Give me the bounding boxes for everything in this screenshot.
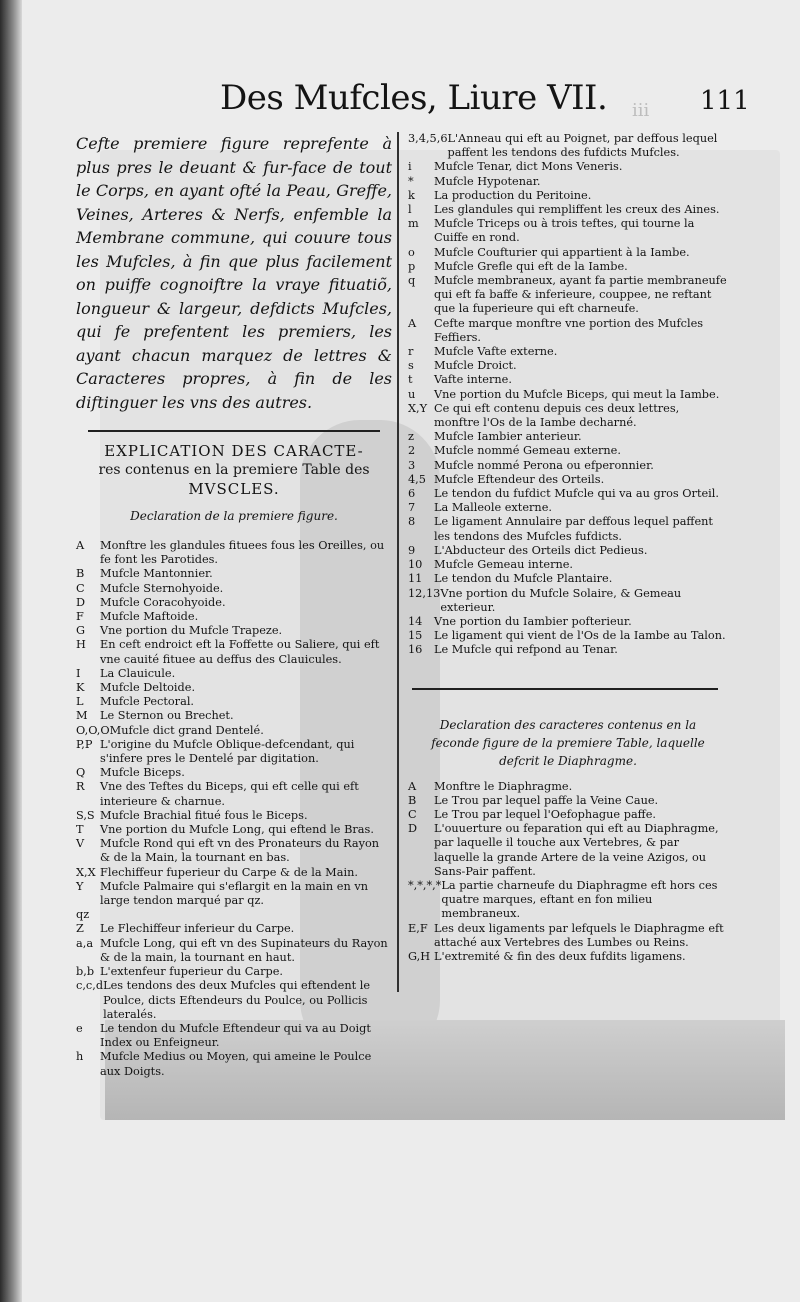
legend-entry bbox=[408, 317, 728, 345]
legend-entry bbox=[408, 345, 728, 359]
legend-label: 15 bbox=[408, 629, 423, 643]
legend-entry bbox=[76, 624, 392, 638]
legend-text: Vne portion du Mufcle Trapeze. bbox=[100, 624, 283, 638]
legend-text: Mufcle Medius ou Moyen, qui ameine le Poulce aux Doigts. bbox=[100, 1050, 372, 1078]
legend-entry bbox=[76, 1050, 392, 1078]
legend-list-left bbox=[76, 539, 392, 1079]
legend-entry bbox=[408, 780, 728, 794]
legend-text: Le Trou par lequel paffe la Veine Caue. bbox=[434, 793, 659, 807]
legend-label: u bbox=[408, 387, 416, 401]
legend-text: La production du Peritoine. bbox=[434, 188, 592, 202]
legend-label: p bbox=[408, 259, 416, 273]
legend-entry bbox=[76, 582, 392, 596]
legend-entry bbox=[76, 809, 392, 823]
legend-entry bbox=[76, 638, 392, 666]
legend-label: 2 bbox=[408, 444, 416, 458]
legend-entry bbox=[408, 217, 728, 245]
legend-entry bbox=[408, 274, 728, 317]
legend-text: Mufcle Maftoide. bbox=[100, 610, 199, 624]
legend-text: Mufcle membraneux, ayant fa partie membraneufe qui eft fa baffe & inferieure, couppee, ne reftant que la fuperieure qui eft charneufe. bbox=[434, 274, 727, 316]
legend-text: L'ouuerture ou feparation qui eft au Diaphragme, par laquelle il touche aux Vertebres, & par laquelle la grande Artere de la veine Azigos, ou Sans-Pair paffent. bbox=[434, 822, 719, 878]
legend-entry bbox=[76, 738, 392, 766]
legend-text: Les tendons des deux Mufcles qui eftendent le Poulce, dicts Eftendeurs du Poulce, ou Pollicis lateralés. bbox=[103, 979, 371, 1021]
legend-entry bbox=[76, 866, 392, 880]
legend-entry bbox=[76, 965, 392, 979]
legend-label: B bbox=[76, 567, 85, 581]
legend-entry bbox=[76, 766, 392, 780]
legend-entry bbox=[76, 681, 392, 695]
legend-text: Mufcle Tenar, dict Mons Veneris. bbox=[434, 160, 623, 174]
legend-label: F bbox=[76, 610, 84, 624]
legend-label: A bbox=[408, 316, 417, 330]
legend-text: Le Trou par lequel l'Oefophague paffe. bbox=[434, 807, 656, 821]
legend-text: Le Sternon ou Brechet. bbox=[100, 709, 234, 723]
legend-text: L'extenfeur fuperieur du Carpe. bbox=[100, 965, 284, 979]
legend-label: X,Y bbox=[408, 401, 428, 415]
legend-entry bbox=[408, 459, 728, 473]
legend-text: Mufcle Triceps ou à trois teftes, qui tourne la Cuiffe en rond. bbox=[434, 217, 695, 245]
legend-label: K bbox=[76, 681, 85, 695]
column-divider bbox=[397, 132, 399, 992]
legend-text: Mufcle Coufturier qui appartient à la Iambe. bbox=[434, 245, 690, 259]
legend-text: Mufcle Palmaire qui s'eflargit en la main en vn large tendon marqué par qz. bbox=[100, 879, 368, 908]
legend-label: 8 bbox=[408, 515, 416, 529]
legend-entry bbox=[408, 132, 728, 160]
legend-label: M bbox=[76, 709, 88, 723]
legend-entry bbox=[408, 615, 728, 629]
legend-text: L'Abducteur des Orteils dict Pedieus. bbox=[434, 543, 648, 557]
section-rule bbox=[88, 430, 380, 432]
legend-entry bbox=[408, 822, 728, 879]
legend-entry bbox=[408, 444, 728, 458]
legend-text: Les deux ligaments par lefquels le Diaphragme eft attaché aux Vertebres des Lumbes ou Reins. bbox=[434, 921, 724, 949]
legend-label: P,P bbox=[76, 737, 93, 751]
legend-text: Mufcle Grefle qui eft de la Iambe. bbox=[434, 259, 628, 273]
legend-text: L'Anneau qui eft au Poignet, par deffous lequel paffent les tendons des fufdicts Mufcles. bbox=[447, 132, 718, 160]
legend-label: V bbox=[76, 837, 85, 851]
legend-label: E,F bbox=[408, 921, 428, 935]
legend-text: La partie charneufe du Diaphragme eft hors ces quatre marques, eftant en fon milieu membraneux. bbox=[441, 878, 718, 921]
legend-entry bbox=[408, 359, 728, 373]
legend-text: Vafte interne. bbox=[434, 373, 512, 387]
legend-label: G bbox=[76, 624, 86, 638]
legend-text: Mufcle Eftendeur des Orteils. bbox=[434, 472, 605, 486]
heading-line-1: EXPLICATION DES CARACTE- bbox=[104, 442, 364, 460]
legend-text: L'origine du Mufcle Oblique-defcendant, qui s'infere pres le Dentelé par digitation. bbox=[100, 737, 355, 766]
running-title: Des Mufcles, Liure VII. bbox=[220, 78, 608, 118]
legend-text: Les glandules qui rempliffent les creux des Aines. bbox=[434, 203, 720, 217]
legend-text: En ceft endroict eft la Foffette ou Saliere, qui eft vne cauité fituee au deffus des Clauicules. bbox=[100, 638, 380, 666]
legend-label: 9 bbox=[408, 543, 416, 557]
legend-label: Q bbox=[76, 766, 86, 780]
legend-entry bbox=[408, 808, 728, 822]
legend-label: 14 bbox=[408, 614, 423, 628]
legend-label: t bbox=[408, 373, 413, 387]
legend-text: Vne des Teftes du Biceps, qui eft celle qui eft interieure & charnue. bbox=[100, 780, 359, 808]
legend-label: 7 bbox=[408, 501, 416, 515]
legend-entry bbox=[76, 979, 392, 1022]
legend-list-diaphragm bbox=[408, 780, 728, 965]
legend-label: e bbox=[76, 1021, 83, 1035]
legend-label: H bbox=[76, 638, 86, 652]
legend-text: La Clauicule. bbox=[100, 666, 176, 680]
legend-label: 12,13 bbox=[408, 586, 441, 600]
legend-text: Mufcle Sternohyoide. bbox=[100, 581, 224, 595]
heading-line-2: res contenus en la premiere Table des bbox=[98, 462, 370, 478]
legend-entry bbox=[76, 596, 392, 610]
legend-label: s bbox=[408, 359, 414, 373]
page-gutter-shadow bbox=[0, 0, 22, 1302]
legend-entry bbox=[76, 780, 392, 808]
legend-label: b,b bbox=[76, 965, 95, 979]
legend-label: C bbox=[76, 581, 85, 595]
legend-entry bbox=[408, 544, 728, 558]
legend-text: Monftre le Diaphragme. bbox=[434, 779, 573, 793]
legend-label: m bbox=[408, 217, 419, 231]
legend-label: 3 bbox=[408, 458, 416, 472]
legend-label: h bbox=[76, 1050, 84, 1064]
legend-text: Mufcle Mantonnier. bbox=[100, 567, 213, 581]
legend-entry bbox=[408, 558, 728, 572]
legend-text: Mufcle Coracohyoide. bbox=[100, 595, 226, 609]
legend-entry bbox=[408, 487, 728, 501]
legend-entry bbox=[76, 880, 392, 908]
legend-text: La Malleole externe. bbox=[434, 501, 552, 515]
legend-entry bbox=[408, 515, 728, 543]
legend-text: Le tendon du fufdict Mufcle qui va au gros Orteil. bbox=[434, 487, 720, 501]
legend-label: qz bbox=[76, 908, 90, 922]
legend-entry bbox=[76, 610, 392, 624]
legend-text: Mufcle dict grand Dentelé. bbox=[109, 723, 264, 737]
intro-text: Cefte premiere figure reprefente à plus pres le deuant & fur-face de tout le Corps, en ayant ofté la Peau, Greffe, Veines, Arteres & Nerfs, enfemble la Membrane commune, qui couure tous les Mufcles, à fin que plus facilement on puiffe cognoiftre la vraye fituatiõ, longueur & largeur, defdicts Mufcles, qui fe prefentent les premiers, les ayant chacun marquez de lettres & Caracteres propres, à fin de les diftinguer les vns des autres. bbox=[76, 134, 392, 412]
legend-text: Le ligament qui vient de l'Os de la Iambe au Talon. bbox=[434, 629, 726, 643]
legend-text bbox=[100, 908, 392, 922]
legend-text: Vne portion du Mufcle Biceps, qui meut la Iambe. bbox=[434, 387, 720, 401]
legend-entry bbox=[408, 189, 728, 203]
legend-text: Le Flechiffeur inferieur du Carpe. bbox=[100, 922, 295, 936]
legend-entry bbox=[408, 501, 728, 515]
legend-entry bbox=[76, 837, 392, 865]
legend-label: I bbox=[76, 666, 81, 680]
legend-label: *,*,*,* bbox=[408, 878, 442, 892]
legend-text: Le tendon du Mufcle Eftendeur qui va au Doigt Index ou Enfeigneur. bbox=[100, 1021, 371, 1050]
legend-entry bbox=[408, 388, 728, 402]
legend-text: Cefte marque monftre vne portion des Mufcles Feffiers. bbox=[434, 316, 704, 344]
legend-label: S,S bbox=[76, 808, 95, 822]
legend-entry bbox=[408, 160, 728, 174]
legend-label: l bbox=[408, 203, 412, 217]
legend-entry bbox=[408, 246, 728, 260]
legend-entry bbox=[408, 430, 728, 444]
legend-text: Mufcle Vafte externe. bbox=[434, 345, 558, 359]
legend-text: Mufcle Hypotenar. bbox=[434, 174, 541, 188]
legend-label: D bbox=[408, 822, 418, 836]
section-rule-right bbox=[412, 688, 718, 690]
legend-text: Mufcle nommé Perona ou efperonnier. bbox=[434, 458, 654, 472]
legend-label: B bbox=[408, 793, 417, 807]
legend-label: c,c,d bbox=[76, 979, 104, 993]
legend-label: C bbox=[408, 807, 417, 821]
legend-label: A bbox=[408, 779, 417, 793]
legend-list-right bbox=[408, 132, 728, 658]
legend-entry bbox=[408, 473, 728, 487]
legend-label: q bbox=[408, 274, 416, 288]
legend-entry bbox=[408, 950, 728, 964]
legend-entry bbox=[408, 203, 728, 217]
legend-text: Mufcle Rond qui eft vn des Pronateurs du Rayon & de la Main, la tournant en bas. bbox=[100, 837, 380, 865]
legend-label: k bbox=[408, 188, 415, 202]
legend-label: D bbox=[76, 595, 86, 609]
legend-label: X,X bbox=[76, 865, 96, 879]
left-column bbox=[76, 132, 392, 1079]
legend-label: L bbox=[76, 695, 84, 709]
legend-entry bbox=[76, 937, 392, 965]
legend-entry bbox=[76, 724, 392, 738]
legend-label: a,a bbox=[76, 936, 94, 950]
legend-label: A bbox=[76, 539, 85, 552]
legend-text: Mufcle Pectoral. bbox=[100, 695, 195, 709]
legend-text: Mufcle nommé Gemeau externe. bbox=[434, 444, 621, 458]
legend-entry bbox=[76, 922, 392, 936]
legend-text: Mufcle Gemeau interne. bbox=[434, 558, 574, 572]
legend-label: o bbox=[408, 245, 415, 259]
legend-entry bbox=[408, 175, 728, 189]
legend-label: i bbox=[408, 160, 412, 174]
legend-entry bbox=[408, 260, 728, 274]
page-header bbox=[0, 78, 800, 122]
legend-label: O,O,O bbox=[76, 723, 110, 737]
intro-paragraph bbox=[76, 132, 392, 414]
legend-text: Le Mufcle qui refpond au Tenar. bbox=[434, 643, 618, 657]
legend-entry bbox=[408, 643, 728, 657]
page-number: 111 bbox=[700, 86, 750, 116]
legend-label: 16 bbox=[408, 643, 423, 657]
legend-text: Flechiffeur fuperieur du Carpe & de la Main. bbox=[100, 865, 358, 879]
legend-label: z bbox=[408, 430, 414, 444]
legend-text: Mufcle Long, qui eft vn des Supinateurs du Rayon & de la main, la tournant en haut. bbox=[100, 936, 388, 964]
second-declaration-title: Declaration des caracteres contenus en la feconde figure de la premiere Table, laquelle defcrit le Diaphragme. bbox=[431, 717, 705, 768]
right-column bbox=[408, 132, 728, 964]
legend-label: * bbox=[408, 174, 414, 188]
legend-text: Mufcle Biceps. bbox=[100, 766, 185, 780]
legend-text: Ce qui eft contenu depuis ces deux lettres, monftre l'Os de la Iambe decharné. bbox=[434, 401, 680, 430]
declaration-title: Declaration de la premiere figure. bbox=[130, 509, 338, 523]
legend-label: r bbox=[408, 345, 414, 359]
legend-entry bbox=[408, 794, 728, 808]
legend-entry bbox=[76, 823, 392, 837]
legend-entry bbox=[408, 402, 728, 430]
legend-entry bbox=[408, 629, 728, 643]
legend-entry bbox=[408, 587, 728, 615]
legend-entry bbox=[408, 373, 728, 387]
heading-line-3: MVSCLES. bbox=[188, 480, 280, 498]
legend-entry bbox=[408, 879, 728, 922]
legend-text: Le tendon du Mufcle Plantaire. bbox=[434, 572, 613, 586]
legend-label: Y bbox=[76, 879, 84, 893]
legend-entry bbox=[408, 572, 728, 586]
legend-label: 11 bbox=[408, 572, 423, 586]
legend-entry bbox=[76, 709, 392, 723]
legend-text: Mufcle Droict. bbox=[434, 359, 517, 373]
legend-label: R bbox=[76, 780, 85, 794]
legend-label: 10 bbox=[408, 558, 423, 572]
legend-entry bbox=[76, 667, 392, 681]
legend-text: Vne portion du Mufcle Solaire, & Gemeau exterieur. bbox=[440, 586, 682, 614]
legend-entry bbox=[76, 567, 392, 581]
legend-text: Mufcle Brachial fitué fous le Biceps. bbox=[100, 808, 308, 822]
bleed-through-text: iii bbox=[632, 100, 650, 121]
legend-text: Le ligament Annulaire par deffous lequel paffent les tendons des Mufcles fufdicts. bbox=[434, 515, 713, 543]
legend-text: Mufcle Deltoide. bbox=[100, 681, 196, 695]
legend-label: G,H bbox=[408, 949, 431, 963]
legend-label: 6 bbox=[408, 487, 416, 501]
legend-entry bbox=[76, 695, 392, 709]
legend-entry bbox=[76, 1022, 392, 1050]
explication-heading bbox=[76, 442, 392, 499]
legend-text: Vne portion du Iambier pofterieur. bbox=[434, 614, 632, 628]
legend-label: 3,4,5,6 bbox=[408, 132, 448, 145]
legend-text: L'extremité & fin des deux fufdits ligamens. bbox=[434, 949, 686, 963]
legend-label: T bbox=[76, 823, 84, 837]
legend-label: Z bbox=[76, 922, 84, 936]
legend-entry bbox=[408, 922, 728, 950]
legend-entry bbox=[76, 539, 392, 567]
legend-entry bbox=[76, 908, 392, 922]
legend-text: Monftre les glandules fituees fous les Oreilles, ou fe font les Parotides. bbox=[100, 539, 385, 567]
legend-label: 4,5 bbox=[408, 472, 426, 486]
legend-text: Vne portion du Mufcle Long, qui eftend le Bras. bbox=[100, 823, 374, 837]
legend-text: Mufcle Iambier anterieur. bbox=[434, 430, 582, 444]
